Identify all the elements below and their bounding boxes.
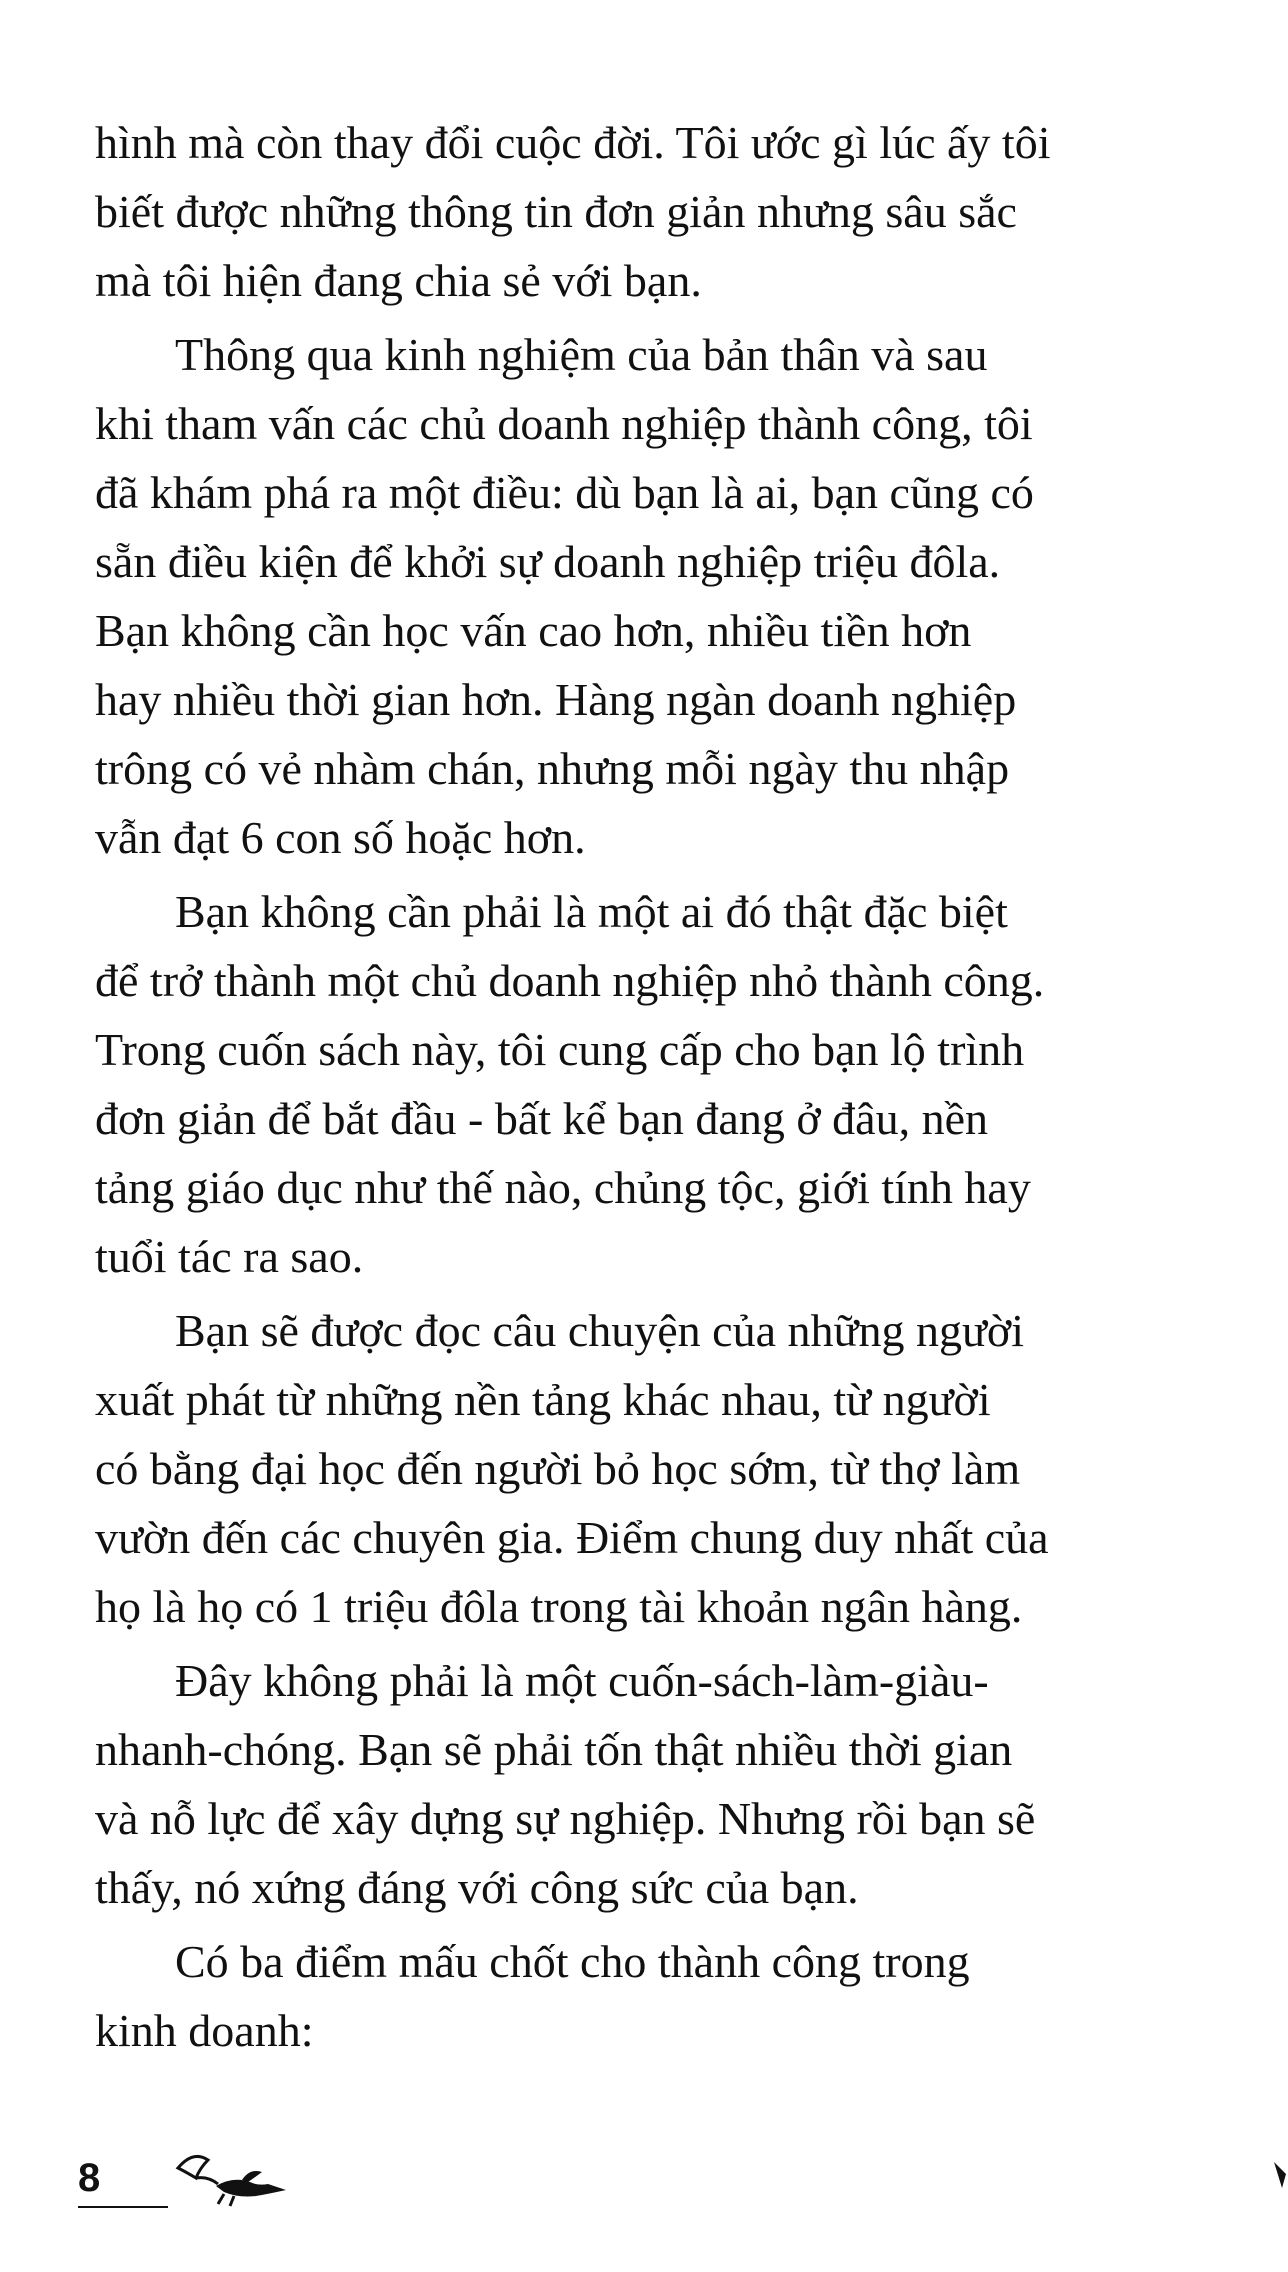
page-footer <box>78 2138 278 2218</box>
page-body <box>95 108 1185 2065</box>
text-line: Có ba điểm mấu chốt cho thành công trong <box>175 1936 970 1987</box>
text-line: vẫn đạt 6 con số hoặc hơn. <box>95 812 586 863</box>
page-edge-mark <box>1272 2160 1288 2190</box>
text-line: Bạn không cần phải là một ai đó thật đặc biệt <box>175 886 1008 937</box>
page-number: 8 <box>78 2156 101 2200</box>
text-line: Trong cuốn sách này, tôi cung cấp cho bạn lộ trình <box>95 1024 1025 1075</box>
text-line: vườn đến các chuyên gia. Điểm chung duy nhất của <box>95 1512 1049 1563</box>
bird-flourish-icon <box>138 2138 338 2218</box>
text-line: mà tôi hiện đang chia sẻ với bạn. <box>95 255 702 306</box>
text-line: nhanh-chóng. Bạn sẽ phải tốn thật nhiều thời gian <box>95 1724 1013 1775</box>
text-line: Bạn sẽ được đọc câu chuyện của những người <box>175 1305 1024 1356</box>
text-line: Thông qua kinh nghiệm của bản thân và sau <box>175 329 988 380</box>
text-line: biết được những thông tin đơn giản nhưng sâu sắc <box>95 186 1017 237</box>
text-line: đơn giản để bắt đầu - bất kể bạn đang ở đâu, nền <box>95 1093 988 1144</box>
text-line: khi tham vấn các chủ doanh nghiệp thành công, tôi <box>95 398 1033 449</box>
text-line: có bằng đại học đến người bỏ học sớm, từ thợ làm <box>95 1443 1021 1494</box>
text-line: họ là họ có 1 triệu đôla trong tài khoản ngân hàng. <box>95 1581 1023 1632</box>
text-line: đã khám phá ra một điều: dù bạn là ai, bạn cũng có <box>95 467 1034 518</box>
paragraph-4 <box>95 1296 1185 1641</box>
paragraph-2 <box>95 320 1185 872</box>
text-line: để trở thành một chủ doanh nghiệp nhỏ thành công. <box>95 955 1045 1006</box>
text-line: sẵn điều kiện để khởi sự doanh nghiệp triệu đôla. <box>95 536 1001 587</box>
text-line: trông có vẻ nhàm chán, nhưng mỗi ngày thu nhập <box>95 743 1010 794</box>
paragraph-3 <box>95 877 1185 1291</box>
text-line: Đây không phải là một cuốn-sách-làm-giàu- <box>175 1655 989 1706</box>
text-line: xuất phát từ những nền tảng khác nhau, từ người <box>95 1374 991 1425</box>
text-line: hình mà còn thay đổi cuộc đời. Tôi ước gì lúc ấy tôi <box>95 117 1051 168</box>
paragraph-1 <box>95 108 1185 315</box>
paragraph-5 <box>95 1646 1185 1922</box>
text-line: hay nhiều thời gian hơn. Hàng ngàn doanh nghiệp <box>95 674 1017 725</box>
text-line: Bạn không cần học vấn cao hơn, nhiều tiền hơn <box>95 605 972 656</box>
text-line: và nỗ lực để xây dựng sự nghiệp. Nhưng rồi bạn sẽ <box>95 1793 1036 1844</box>
text-line: thấy, nó xứng đáng với công sức của bạn. <box>95 1862 859 1913</box>
paragraph-6 <box>95 1927 1185 2065</box>
text-line: kinh doanh: <box>95 2005 314 2056</box>
text-line: tảng giáo dục như thế nào, chủng tộc, giới tính hay <box>95 1162 1031 1213</box>
text-line: tuổi tác ra sao. <box>95 1231 364 1282</box>
